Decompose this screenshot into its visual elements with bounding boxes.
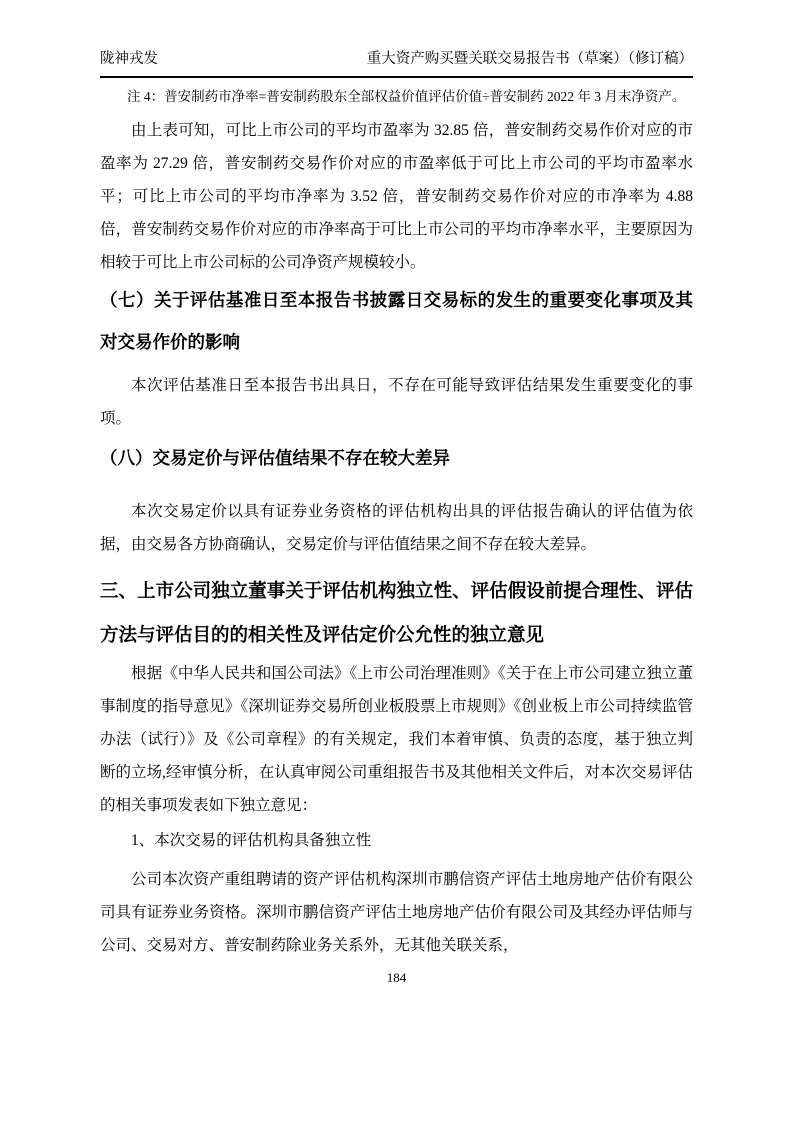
header-report-title: 重大资产购买暨关联交易报告书（草案）（修订稿） — [366, 51, 693, 67]
paragraph-valuation-comparison: 由上表可知，可比上市公司的平均市盈率为 32.85 倍，普安制药交易作价对应的市盈率为 27.29 倍，普安制药交易作价对应的市盈率低于可比上市公司的平均市盈率水平；可比上市公司的平均市净率为 3.52 倍，普安制药交易作价对应的市净率为 4.88 倍，普安制药交易作价对应的市净率高于可比上市公司的平均市净率水平，主要原因为相较于可比上市公司标的公司净资产规模较小。 — [100, 122, 693, 271]
page-footer — [100, 968, 693, 988]
paragraph-section-7: 本次评估基准日至本报告书出具日，不存在可能导致评估结果发生重要变化的事项。 — [100, 377, 693, 427]
paragraph-legal-basis: 根据《中华人民共和国公司法》《上市公司治理准则》《关于在上市公司建立独立董事制度的指导意见》《深圳证券交易所创业板股票上市规则》《创业板上市公司持续监管办法（试行）》及《公司章程》的有关规定，我们本着审慎、负责的态度，基于独立判断的立场,经审慎分析，在认真审阅公司重组报告书及其他相关文件后，对本次交易评估的相关事项发表如下独立意见： — [100, 665, 693, 814]
chapter-heading-3: 三、上市公司独立董事关于评估机构独立性、评估假设前提合理性、评估方法与评估目的的相关性及评估定价公允性的独立意见 — [100, 580, 693, 645]
section-heading-8: （八）交易定价与评估值结果不存在较大差异 — [100, 448, 450, 468]
section-heading-7: （七）关于评估基准日至本报告书披露日交易标的发生的重要变化事项及其对交易作价的影响 — [100, 290, 693, 352]
paragraph-appraiser-independence: 公司本次资产重组聘请的资产评估机构深圳市鹏信资产评估土地房地产估价有限公司具有证券业务资格。深圳市鹏信资产评估土地房地产估价有限公司及其经办评估师与公司、交易对方、普安制药除业务关系外，无其他关联关系， — [100, 871, 693, 954]
subheading-item-1: 1、本次交易的评估机构具备独立性 — [131, 832, 372, 849]
page-header — [100, 48, 693, 78]
header-company-name: 陇神戎发 — [100, 51, 158, 67]
paragraph-section-8: 本次交易定价以具有证券业务资格的评估机构出具的评估报告确认的评估值为依据，由交易各方协商确认，交易定价与评估值结果之间不存在较大差异。 — [100, 503, 693, 553]
page-number: 184 — [386, 970, 407, 985]
note-4-paragraph: 注 4：普安制药市净率=普安制药股东全部权益价值评估价值÷普安制药 2022 年 3 月末净资产。 — [127, 89, 686, 104]
